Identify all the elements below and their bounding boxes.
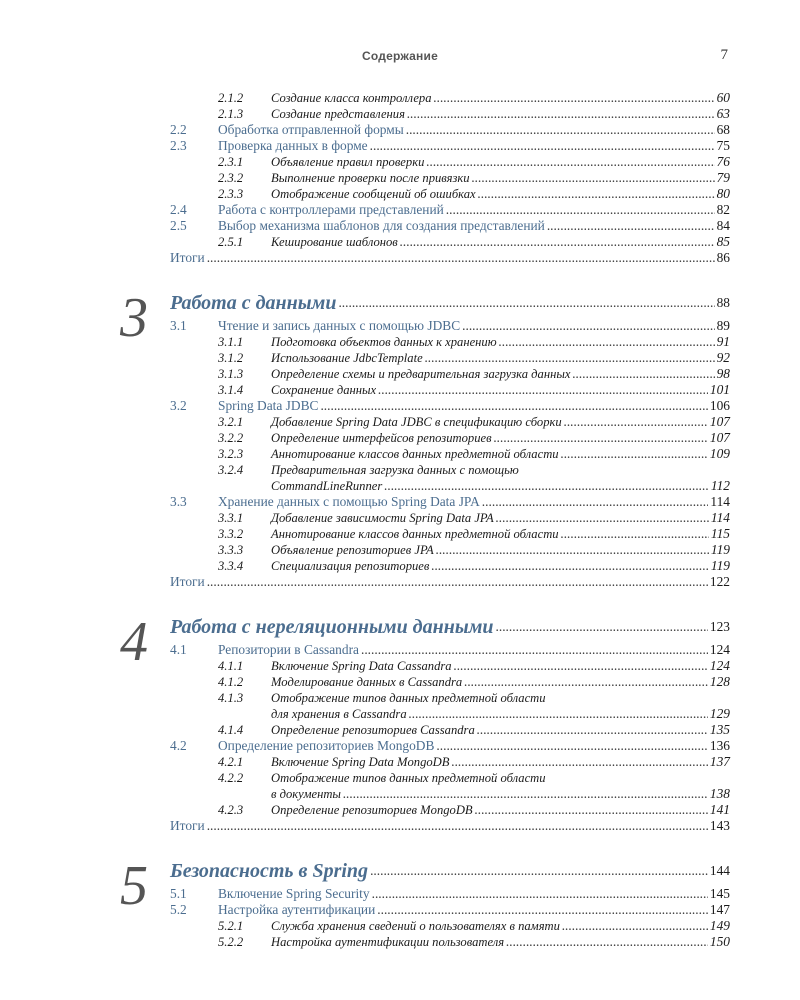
leader-dots <box>436 738 708 754</box>
toc-entry-page: 60 <box>716 90 730 105</box>
toc-entry-page: 63 <box>716 106 730 121</box>
toc-entry-number: 4.1.1 <box>218 659 244 673</box>
toc-entry-page: 144 <box>709 863 730 878</box>
toc-entry-page: 88 <box>716 295 730 310</box>
toc-entry-number: 5.1 <box>170 886 187 901</box>
toc-entry-page: 76 <box>716 154 730 169</box>
toc-entry-page: 143 <box>709 818 730 833</box>
toc-entry[interactable] <box>170 202 730 218</box>
leader-dots <box>425 350 715 366</box>
toc-entry-title: Безопасность в Spring <box>170 860 369 882</box>
toc-entry-page: 114 <box>710 510 730 525</box>
toc-entry-page: 119 <box>710 542 730 557</box>
toc-entry-page: 115 <box>710 526 730 541</box>
toc-entry[interactable] <box>170 542 730 558</box>
toc-entry-number: 3.1.4 <box>218 383 244 397</box>
toc-entry-page: 82 <box>716 202 730 217</box>
leader-dots <box>434 90 715 106</box>
toc-entry-page: 84 <box>716 218 730 233</box>
toc-entry-continuation[interactable] <box>170 786 730 802</box>
toc-entry-title: Определение репозиториев MongoDB <box>218 738 435 753</box>
table-of-contents <box>120 90 730 950</box>
toc-entry-number: 4.2 <box>170 738 187 753</box>
toc-entry-page: 138 <box>709 786 730 801</box>
toc-entry-page: 136 <box>709 738 730 753</box>
toc-entry-page: 124 <box>709 642 730 657</box>
toc-entry-number: 2.1.3 <box>218 107 244 121</box>
toc-entry-number: 5.2.2 <box>218 935 244 949</box>
toc-entry[interactable] <box>170 658 730 674</box>
toc-entry-title: Объявление репозиториев JPA <box>271 543 434 557</box>
toc-entry[interactable] <box>170 334 730 350</box>
leader-dots <box>464 674 708 690</box>
toc-entry-title: Работа с данными <box>170 292 337 314</box>
toc-entry[interactable] <box>170 122 730 138</box>
toc-entry-page: 68 <box>716 122 730 137</box>
toc-entry-number: 3.3.3 <box>218 543 244 557</box>
toc-summary-entry[interactable] <box>170 574 730 590</box>
leader-dots <box>406 122 715 138</box>
toc-entry-title: Отображение типов данных предметной области <box>271 691 546 705</box>
toc-entry[interactable] <box>170 510 730 526</box>
leader-dots <box>377 902 708 918</box>
toc-entry-page: 150 <box>709 934 730 949</box>
leader-dots <box>407 106 715 122</box>
toc-entry-title: Добавление зависимости Spring Data JPA <box>271 511 494 525</box>
toc-entry-continuation[interactable] <box>170 478 730 494</box>
toc-entry-title: Включение Spring Data Cassandra <box>271 659 452 673</box>
toc-entry-page: 86 <box>716 250 730 265</box>
toc-entry-number: 3.3.4 <box>218 559 244 573</box>
toc-summary-entry[interactable] <box>170 818 730 834</box>
toc-entry-title: Определение интерфейсов репозиториев <box>271 431 492 445</box>
toc-entry-title: Создание представления <box>271 107 405 121</box>
toc-entry-number: 2.3.1 <box>218 155 244 169</box>
toc-entry-number: 4.1.2 <box>218 675 244 689</box>
chapter-number: 3 <box>120 287 148 349</box>
leader-dots <box>564 414 708 430</box>
toc-entry[interactable] <box>170 138 730 154</box>
toc-entry-number: 5.2 <box>170 902 187 917</box>
toc-entry-number: 2.3.3 <box>218 187 244 201</box>
toc-entry[interactable] <box>170 494 730 510</box>
toc-entry-number: 4.2.2 <box>218 771 244 785</box>
leader-dots <box>370 856 708 886</box>
toc-entry-number: 3.2 <box>170 398 187 413</box>
toc-entry-title: в документы <box>271 787 341 801</box>
leader-dots <box>384 478 709 494</box>
toc-entry-page: 107 <box>709 414 730 429</box>
toc-entry-title: Выбор механизма шаблонов для создания представлений <box>218 218 545 233</box>
leader-dots <box>477 722 708 738</box>
toc-entry[interactable] <box>170 754 730 770</box>
toc-entry-title: Сохранение данных <box>271 383 377 397</box>
leader-dots <box>561 526 709 542</box>
leader-dots <box>462 318 714 334</box>
toc-entry-number: 3.1.3 <box>218 367 244 381</box>
toc-entry-title: Выполнение проверки после привязки <box>271 171 470 185</box>
leader-dots <box>478 186 715 202</box>
toc-entry[interactable] <box>170 90 730 106</box>
toc-entry[interactable] <box>170 366 730 382</box>
toc-entry-number: 3.2.2 <box>218 431 244 445</box>
toc-entry-page: 89 <box>716 318 730 333</box>
toc-entry[interactable] <box>170 462 730 478</box>
leader-dots <box>496 612 708 642</box>
leader-dots <box>446 202 715 218</box>
leader-dots <box>562 918 708 934</box>
toc-entry-page: 135 <box>709 722 730 737</box>
leader-dots <box>320 398 707 414</box>
toc-entry[interactable] <box>170 154 730 170</box>
leader-dots <box>454 658 708 674</box>
leader-dots <box>370 138 715 154</box>
toc-entry[interactable] <box>170 382 730 398</box>
toc-entry-page: 112 <box>710 478 730 493</box>
toc-entry-page: 149 <box>709 918 730 933</box>
toc-entry-number: 3.3.1 <box>218 511 244 525</box>
toc-entry-page: 114 <box>710 494 730 509</box>
toc-entry-title: Отображение сообщений об ошибках <box>271 187 476 201</box>
toc-entry-number: 2.1.2 <box>218 91 244 105</box>
toc-entry-title: Аннотирование классов данных предметной области <box>271 527 559 541</box>
toc-entry-page: 147 <box>709 902 730 917</box>
toc-entry[interactable] <box>170 234 730 250</box>
toc-entry-number: 3.1 <box>170 318 187 333</box>
toc-entry-number: 3.2.1 <box>218 415 244 429</box>
toc-entry-number: 3.2.4 <box>218 463 244 477</box>
toc-entry-title: Определение схемы и предварительная загрузка данных <box>271 367 571 381</box>
leader-dots <box>431 558 709 574</box>
toc-entry-title: Итоги <box>170 574 205 589</box>
leader-dots <box>499 334 715 350</box>
toc-entry[interactable] <box>170 902 730 918</box>
toc-entry-number: 2.5.1 <box>218 235 244 249</box>
toc-entry[interactable] <box>170 106 730 122</box>
toc-entry-page: 109 <box>709 446 730 461</box>
toc-entry[interactable] <box>170 738 730 754</box>
toc-entry[interactable] <box>170 318 730 334</box>
chapter-number: 4 <box>120 611 148 673</box>
toc-entry-title: Обработка отправленной формы <box>218 122 404 137</box>
toc-entry-title: Предварительная загрузка данных с помощью <box>271 463 519 477</box>
toc-entry[interactable] <box>170 414 730 430</box>
toc-entry-title: Проверка данных в форме <box>218 138 368 153</box>
toc-entry-page: 129 <box>709 706 730 721</box>
toc-entry-title: Работа с нереляционными данными <box>170 616 494 638</box>
toc-entry-page: 79 <box>716 170 730 185</box>
toc-entry-number: 3.3 <box>170 494 187 509</box>
toc-entry-number: 4.2.1 <box>218 755 244 769</box>
toc-entry-page: 75 <box>716 138 730 153</box>
toc-entry-number: 4.1 <box>170 642 187 657</box>
leader-dots <box>572 366 714 382</box>
toc-entry-page: 128 <box>709 674 730 689</box>
toc-entry[interactable] <box>170 398 730 414</box>
chapter-number: 5 <box>120 855 148 917</box>
toc-entry-page: 122 <box>709 574 730 589</box>
toc-entry[interactable] <box>170 642 730 658</box>
toc-entry[interactable] <box>170 934 730 950</box>
leader-dots <box>207 818 708 834</box>
leader-dots <box>494 430 708 446</box>
toc-entry-page: 92 <box>716 350 730 365</box>
toc-entry[interactable] <box>170 350 730 366</box>
leader-dots <box>472 170 715 186</box>
leader-dots <box>207 250 715 266</box>
toc-entry-page: 124 <box>709 658 730 673</box>
toc-entry-title: Чтение и запись данных с помощью JDBC <box>218 318 461 333</box>
toc-entry-number: 2.3 <box>170 138 187 153</box>
toc-entry-title: Настройка аутентификации <box>218 902 376 917</box>
toc-entry-title: для хранения в Cassandra <box>271 707 407 721</box>
toc-entry-page: 141 <box>709 802 730 817</box>
toc-entry-number: 4.1.3 <box>218 691 244 705</box>
toc-entry[interactable] <box>170 802 730 818</box>
leader-dots <box>207 574 708 590</box>
toc-entry-title: Специализация репозиториев <box>271 559 430 573</box>
toc-entry-page: 101 <box>709 382 730 397</box>
toc-entry[interactable] <box>170 186 730 202</box>
toc-entry-title: Настройка аутентификации пользователя <box>271 935 505 949</box>
toc-entry-number: 3.1.2 <box>218 351 244 365</box>
toc-entry-number: 4.2.3 <box>218 803 244 817</box>
leader-dots <box>547 218 715 234</box>
toc-entry[interactable] <box>170 886 730 902</box>
toc-entry-title: Итоги <box>170 250 205 265</box>
toc-entry-title: Моделирование данных в Cassandra <box>271 675 463 689</box>
leader-dots <box>561 446 708 462</box>
toc-entry-page: 80 <box>716 186 730 201</box>
leader-dots <box>496 510 709 526</box>
running-header-title: Содержание <box>362 49 438 63</box>
toc-entry-title: Определение репозиториев MongoDB <box>271 803 473 817</box>
toc-entry-title: Кеширование шаблонов <box>271 235 398 249</box>
leader-dots <box>338 288 714 318</box>
toc-entry[interactable] <box>170 674 730 690</box>
toc-entry[interactable] <box>170 526 730 542</box>
toc-entry-page: 91 <box>716 334 730 349</box>
toc-entry[interactable] <box>170 170 730 186</box>
toc-entry[interactable] <box>170 690 730 706</box>
toc-entry[interactable] <box>170 430 730 446</box>
page-number: 7 <box>720 47 728 63</box>
leader-dots <box>409 706 708 722</box>
toc-entry-number: 2.5 <box>170 218 187 233</box>
toc-entry-title: Добавление Spring Data JDBC в спецификацию сборки <box>271 415 562 429</box>
toc-entry[interactable] <box>170 918 730 934</box>
toc-entry-title: Использование JdbcTemplate <box>271 351 423 365</box>
toc-entry-number: 3.3.2 <box>218 527 244 541</box>
toc-entry-number: 3.1.1 <box>218 335 244 349</box>
leader-dots <box>361 642 708 658</box>
toc-entry-title: Spring Data JDBC <box>218 398 319 413</box>
toc-entry-title: Аннотирование классов данных предметной области <box>271 447 559 461</box>
toc-entry-continuation[interactable] <box>170 706 730 722</box>
toc-entry[interactable] <box>170 558 730 574</box>
toc-summary-entry[interactable] <box>170 250 730 266</box>
leader-dots <box>506 934 708 950</box>
toc-entry-title: Репозитории в Cassandra <box>218 642 359 657</box>
toc-entry-page: 98 <box>716 366 730 381</box>
toc-entry-number: 2.4 <box>170 202 187 217</box>
leader-dots <box>426 154 714 170</box>
toc-entry-number: 4.1.4 <box>218 723 244 737</box>
toc-entry-page: 137 <box>709 754 730 769</box>
toc-entry-title: Работа с контроллерами представлений <box>218 202 444 217</box>
toc-entry-page: 123 <box>709 619 730 634</box>
toc-entry-title: Объявление правил проверки <box>271 155 425 169</box>
toc-entry-page: 107 <box>709 430 730 445</box>
toc-entry-title: Хранение данных с помощью Spring Data JPA <box>218 494 480 509</box>
toc-entry-page: 145 <box>709 886 730 901</box>
toc-entry-title: Включение Spring Data MongoDB <box>271 755 450 769</box>
toc-entry-number: 3.2.3 <box>218 447 244 461</box>
leader-dots <box>436 542 709 558</box>
toc-entry[interactable] <box>170 218 730 234</box>
toc-entry-title: Создание класса контроллера <box>271 91 432 105</box>
toc-entry-page: 119 <box>710 558 730 573</box>
toc-entry-title: Определение репозиториев Cassandra <box>271 723 475 737</box>
toc-entry-page: 106 <box>709 398 730 413</box>
toc-entry-number: 2.2 <box>170 122 187 137</box>
leader-dots <box>451 754 707 770</box>
leader-dots <box>372 886 708 902</box>
toc-entry[interactable] <box>170 722 730 738</box>
toc-entry-title: Отображение типов данных предметной области <box>271 771 546 785</box>
leader-dots <box>475 802 708 818</box>
toc-entry-number: 5.2.1 <box>218 919 244 933</box>
toc-entry-page: 85 <box>716 234 730 249</box>
toc-entry-title: Подготовка объектов данных к хранению <box>271 335 497 349</box>
toc-entry-number: 2.3.2 <box>218 171 244 185</box>
toc-entry-title: Служба хранения сведений о пользователях в памяти <box>271 919 560 933</box>
toc-entry[interactable] <box>170 770 730 786</box>
leader-dots <box>400 234 715 250</box>
toc-entry-title: Итоги <box>170 818 205 833</box>
leader-dots <box>343 786 708 802</box>
toc-entry[interactable] <box>170 446 730 462</box>
leader-dots <box>482 494 709 510</box>
leader-dots <box>378 382 708 398</box>
toc-entry-title: CommandLineRunner <box>271 479 383 493</box>
toc-entry-title: Включение Spring Security <box>218 886 370 901</box>
